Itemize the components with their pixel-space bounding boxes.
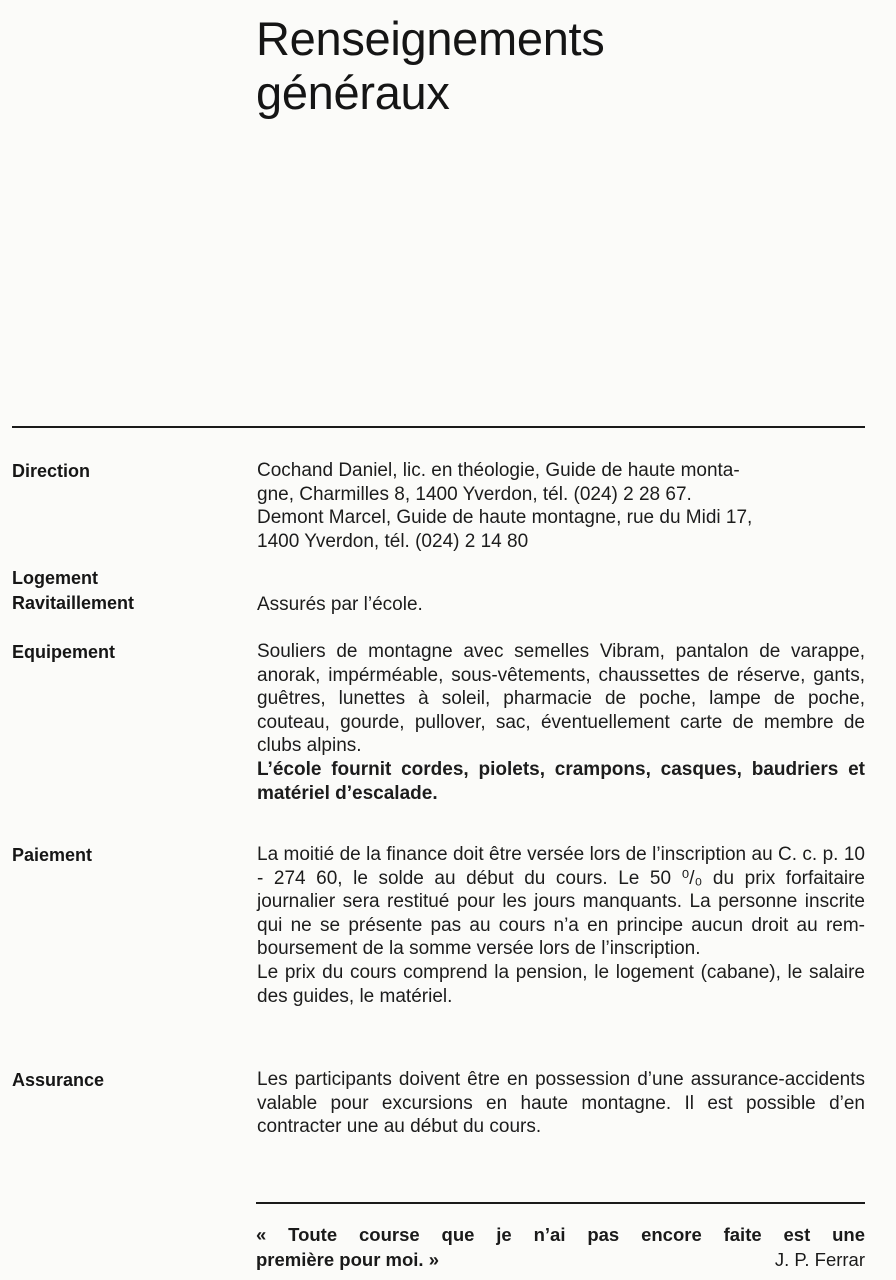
- paiement-paragraph-1: La moitié de la finance doit être versée lors de l’inscription au C. c. p. 10 - 274 60, le solde au début du cours. Le 50 ⁰/₀ du prix forfaitaire journalier sera restitué pour les jours manquants. La personne inscrite qui ne se présente pas au cours n’a en principe aucun droit au remboursement de la somme versée lors de l’inscription.: [257, 844, 865, 960]
- paiement-text: [257, 843, 865, 1008]
- direction-label: Direction: [12, 461, 91, 481]
- assurance-label: Assurance: [12, 1070, 105, 1090]
- page-title: [256, 12, 605, 120]
- quote-line-2: première pour moi. »: [256, 1249, 439, 1270]
- quote-line-2-row: [256, 1247, 865, 1272]
- assurance-text: Les participants doivent être en possession d’une assurance-accidents valable pour excursions en haute montagne. Il est possible d’en contracter une au début du cours.: [257, 1069, 865, 1138]
- quote-block: [256, 1222, 865, 1272]
- equipement-paragraph: Souliers de montagne avec semelles Vibram, pantalon de varappe, anorak, impérméable, sous-vêtements, chaussettes de réserve, gants, guêtres, lunettes à soleil, pharmacie de poche, lampe de poche, couteau, gourde, pullover, sac, éventuellement carte de membre de clubs alpins.: [257, 641, 865, 757]
- equipement-label: Equipement: [12, 642, 116, 662]
- logement-label: [12, 566, 134, 616]
- page-title-line-2: généraux: [256, 66, 450, 119]
- page-title-line-1: Renseignements: [256, 12, 605, 65]
- equipement-text: [257, 640, 865, 805]
- logement-text: Assurés par l’école.: [257, 594, 423, 615]
- paiement-label: Paiement: [12, 845, 93, 865]
- quote-line-1: « Toute course que je n’ai pas encore faite est une: [256, 1224, 865, 1245]
- logement-label-line-1: Logement: [12, 568, 99, 588]
- direction-line-3: Demont Marcel, Guide de haute montagne, rue du Midi 17,: [257, 507, 753, 529]
- top-divider: [12, 426, 865, 428]
- direction-line-1: Cochand Daniel, lic. en théologie, Guide de haute monta-: [257, 460, 740, 481]
- bottom-divider: [256, 1202, 865, 1204]
- direction-line-4: 1400 Yverdon, tél. (024) 2 14 80: [257, 530, 529, 552]
- direction-line-2: gne, Charmilles 8, 1400 Yverdon, tél. (024) 2 28 67.: [257, 483, 692, 505]
- quote-author: J. P. Ferrar: [774, 1249, 865, 1270]
- logement-label-line-2: Ravitaillement: [12, 593, 135, 613]
- equipement-bold-paragraph: L’école fournit cordes, piolets, crampons, casques, baudriers et matériel d’escalade.: [257, 758, 865, 804]
- paiement-paragraph-2: Le prix du cours comprend la pension, le logement (cabane), le salaire des guides, le matériel.: [257, 961, 865, 1007]
- direction-text: [257, 459, 865, 553]
